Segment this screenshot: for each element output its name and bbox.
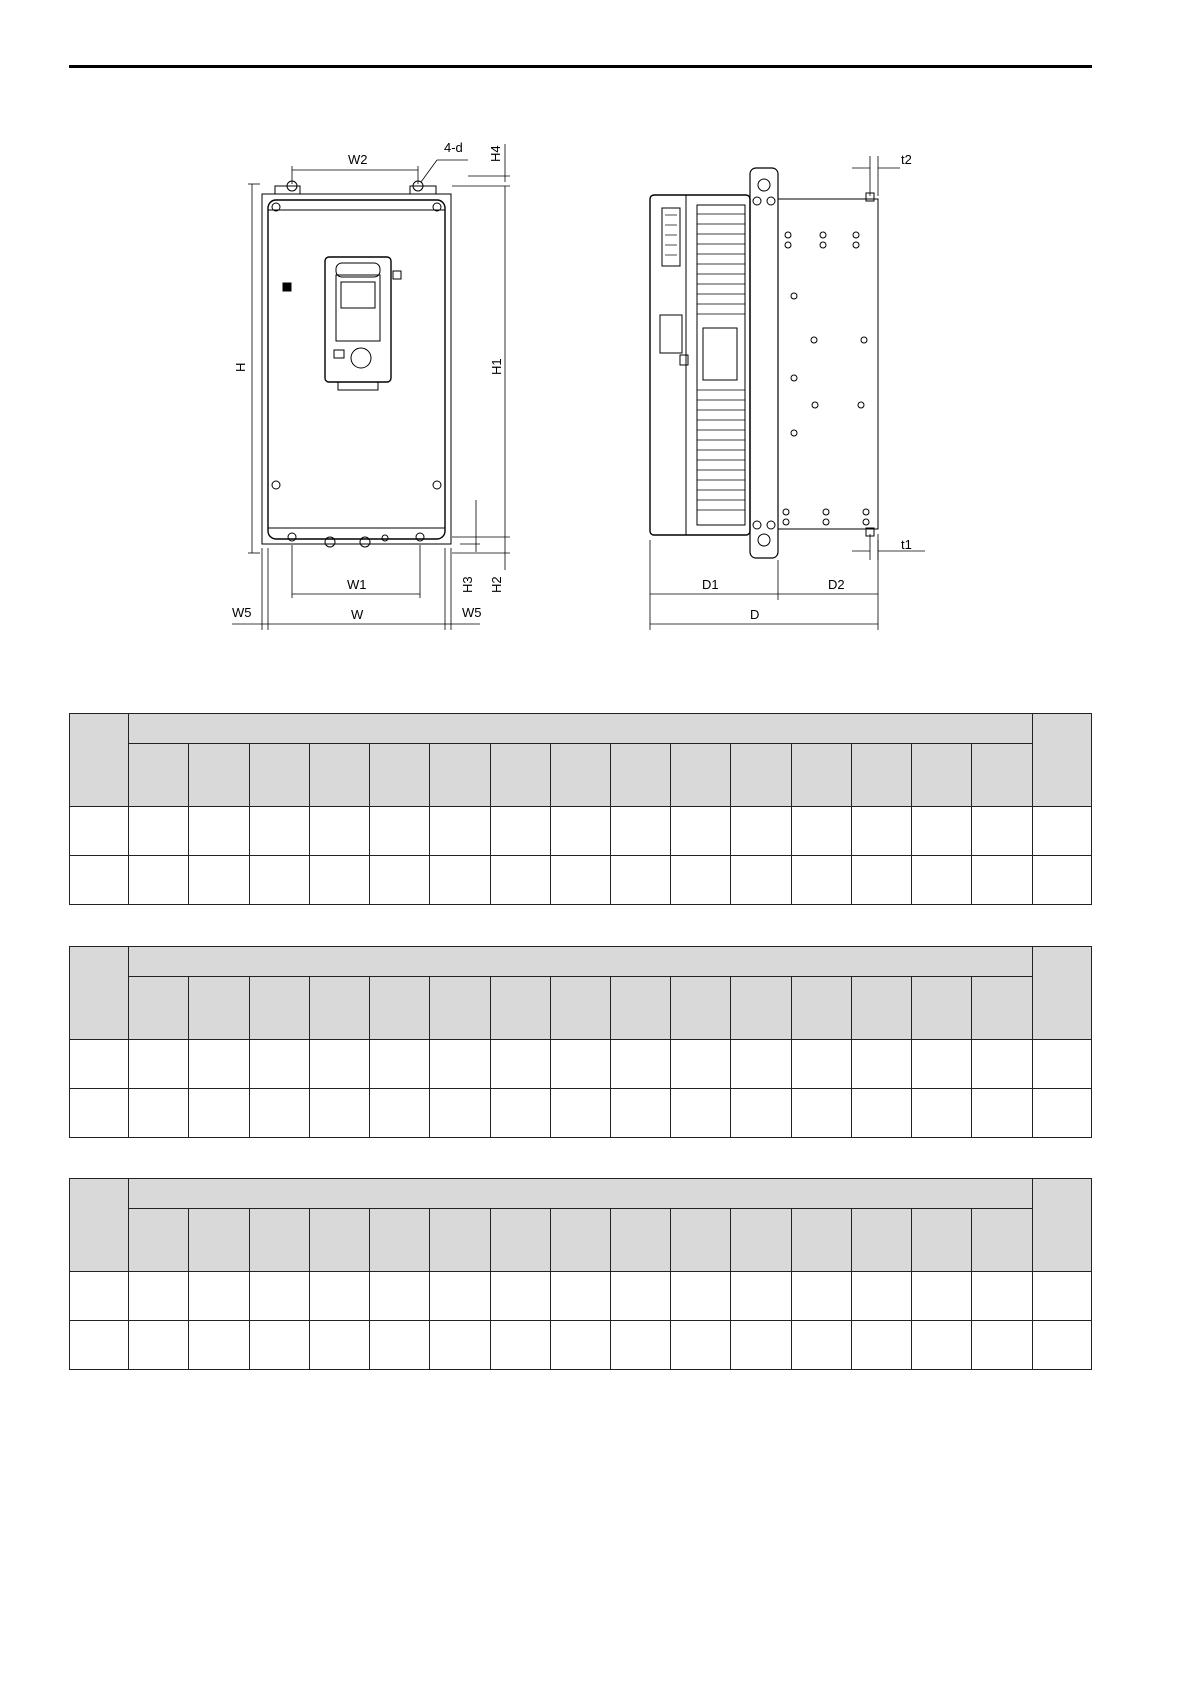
- table-cell: [309, 856, 369, 905]
- header-cell: [129, 1179, 1032, 1209]
- table-cell: [851, 856, 911, 905]
- table-cell: [129, 1272, 189, 1321]
- table-cell: [370, 1089, 430, 1138]
- table-cell: [610, 856, 670, 905]
- table-cell: [129, 807, 189, 856]
- header-cell: [249, 977, 309, 1040]
- table-cell: [249, 807, 309, 856]
- header-cell: [972, 977, 1032, 1040]
- table-cell: [129, 1089, 189, 1138]
- front-view: [262, 181, 451, 547]
- header-cell: [189, 744, 249, 807]
- header-cell: [490, 1209, 550, 1272]
- table-cell: [912, 1089, 972, 1138]
- table-cell: [70, 1040, 129, 1089]
- header-cell: [189, 977, 249, 1040]
- table-cell: [972, 1040, 1032, 1089]
- header-cell: [610, 744, 670, 807]
- table-cell: [189, 856, 249, 905]
- header-cell: [309, 977, 369, 1040]
- header-cell: [550, 744, 610, 807]
- table-cell: [490, 1272, 550, 1321]
- table-cell: [550, 1089, 610, 1138]
- header-cell: [370, 977, 430, 1040]
- table-cell: [671, 807, 731, 856]
- header-cell: [309, 744, 369, 807]
- table-cell: [370, 856, 430, 905]
- label-d: D: [750, 607, 760, 622]
- header-cell: [912, 977, 972, 1040]
- table-cell: [851, 1089, 911, 1138]
- table-cell: [912, 1321, 972, 1370]
- table-cell: [70, 856, 129, 905]
- table-cell: [70, 1272, 129, 1321]
- table-cell: [129, 1040, 189, 1089]
- dimensions-table-3: [69, 1178, 1092, 1370]
- table-cell: [851, 1272, 911, 1321]
- dimensions-table-1: [69, 713, 1092, 905]
- header-cell: [610, 1209, 670, 1272]
- table-cell: [189, 1089, 249, 1138]
- side-dimension-text: [702, 152, 912, 622]
- table-cell: [309, 1089, 369, 1138]
- table-cell: [851, 1321, 911, 1370]
- table-cell: [189, 1272, 249, 1321]
- header-cell: [249, 1209, 309, 1272]
- label-w5-left: W5: [232, 605, 252, 620]
- header-cell: [972, 744, 1032, 807]
- header-cell: [490, 977, 550, 1040]
- header-cell: [129, 744, 189, 807]
- table-cell: [851, 1040, 911, 1089]
- table-cell: [610, 1089, 670, 1138]
- table-cell: [731, 807, 791, 856]
- table-cell: [70, 807, 129, 856]
- table-cell: [972, 1089, 1032, 1138]
- label-h1: H1: [489, 358, 504, 375]
- table-cell: [1032, 1272, 1091, 1321]
- label-h4: H4: [488, 145, 503, 162]
- label-h: H: [233, 362, 248, 372]
- table-row: [70, 1089, 1092, 1138]
- table-cell: [731, 1040, 791, 1089]
- table-cell: [671, 1272, 731, 1321]
- header-cell: [550, 1209, 610, 1272]
- label-w1: W1: [347, 577, 367, 592]
- header-cell: [671, 1209, 731, 1272]
- dimensions-table-2: [69, 946, 1092, 1138]
- header-cell: [430, 977, 490, 1040]
- table-cell: [249, 1040, 309, 1089]
- table-cell: [671, 1040, 731, 1089]
- label-t1: t1: [901, 537, 912, 552]
- table-cell: [189, 807, 249, 856]
- table-cell: [731, 1089, 791, 1138]
- table-cell: [249, 1089, 309, 1138]
- table-cell: [610, 1040, 670, 1089]
- table-cell: [490, 1089, 550, 1138]
- table-cell: [430, 856, 490, 905]
- table-cell: [791, 1321, 851, 1370]
- header-cell: [791, 744, 851, 807]
- table-cell: [370, 807, 430, 856]
- table-cell: [550, 1321, 610, 1370]
- header-cell: [1032, 1179, 1091, 1272]
- header-cell: [912, 744, 972, 807]
- label-w: W: [351, 607, 364, 622]
- header-cell: [189, 1209, 249, 1272]
- side-dimension-lines: [650, 156, 925, 630]
- label-t2: t2: [901, 152, 912, 167]
- header-cell: [70, 947, 129, 1040]
- header-cell: [550, 977, 610, 1040]
- header-cell: [731, 744, 791, 807]
- table-cell: [490, 1321, 550, 1370]
- side-view: [650, 168, 878, 558]
- header-cell: [731, 1209, 791, 1272]
- table-cell: [490, 807, 550, 856]
- table-cell: [912, 1272, 972, 1321]
- table-row: [70, 1321, 1092, 1370]
- table-cell: [791, 856, 851, 905]
- header-cell: [370, 744, 430, 807]
- table-cell: [370, 1272, 430, 1321]
- table-row: [70, 807, 1092, 856]
- label-w5-right: W5: [462, 605, 482, 620]
- header-cell: [70, 714, 129, 807]
- table-cell: [610, 1272, 670, 1321]
- table-cell: [791, 807, 851, 856]
- header-cell: [70, 1179, 129, 1272]
- table-cell: [490, 856, 550, 905]
- table-cell: [671, 1321, 731, 1370]
- heatsink-fins: [665, 214, 745, 510]
- table-cell: [309, 807, 369, 856]
- table-cell: [129, 1321, 189, 1370]
- table-cell: [912, 1040, 972, 1089]
- header-cell: [791, 1209, 851, 1272]
- table-cell: [70, 1089, 129, 1138]
- table-cell: [370, 1040, 430, 1089]
- table-cell: [550, 1040, 610, 1089]
- header-cell: [430, 744, 490, 807]
- table-cell: [430, 1272, 490, 1321]
- table-cell: [972, 856, 1032, 905]
- header-cell: [249, 744, 309, 807]
- table-cell: [731, 856, 791, 905]
- table-cell: [912, 807, 972, 856]
- table-cell: [249, 856, 309, 905]
- header-cell: [851, 1209, 911, 1272]
- table-cell: [249, 1321, 309, 1370]
- table-cell: [1032, 807, 1091, 856]
- header-cell: [912, 1209, 972, 1272]
- table-cell: [370, 1321, 430, 1370]
- table-cell: [550, 856, 610, 905]
- table-cell: [1032, 856, 1091, 905]
- header-cell: [851, 977, 911, 1040]
- table-cell: [309, 1321, 369, 1370]
- label-d2: D2: [828, 577, 845, 592]
- table-row: [70, 1272, 1092, 1321]
- header-cell: [430, 1209, 490, 1272]
- header-cell: [791, 977, 851, 1040]
- header-cell: [129, 1209, 189, 1272]
- table-cell: [791, 1040, 851, 1089]
- table-cell: [1032, 1089, 1091, 1138]
- table-cell: [430, 807, 490, 856]
- header-cell: [129, 714, 1032, 744]
- header-cell: [851, 744, 911, 807]
- table-cell: [671, 856, 731, 905]
- table-cell: [309, 1272, 369, 1321]
- table-cell: [309, 1040, 369, 1089]
- table-cell: [430, 1040, 490, 1089]
- header-cell: [972, 1209, 1032, 1272]
- header-cell: [370, 1209, 430, 1272]
- table-cell: [189, 1321, 249, 1370]
- table-cell: [1032, 1040, 1091, 1089]
- header-cell: [731, 977, 791, 1040]
- table-cell: [129, 856, 189, 905]
- table-cell: [671, 1089, 731, 1138]
- table-cell: [610, 807, 670, 856]
- header-cell: [490, 744, 550, 807]
- table-row: [70, 1040, 1092, 1089]
- table-cell: [490, 1040, 550, 1089]
- label-4-d: 4-d: [444, 140, 463, 155]
- label-h2: H2: [489, 576, 504, 593]
- table-cell: [972, 1272, 1032, 1321]
- label-w2: W2: [348, 152, 368, 167]
- table-cell: [430, 1321, 490, 1370]
- header-cell: [1032, 947, 1091, 1040]
- header-cell: [129, 947, 1032, 977]
- table-cell: [912, 856, 972, 905]
- table-cell: [731, 1321, 791, 1370]
- table-cell: [791, 1089, 851, 1138]
- table-row: [70, 856, 1092, 905]
- header-cell: [1032, 714, 1091, 807]
- table-cell: [249, 1272, 309, 1321]
- table-cell: [189, 1040, 249, 1089]
- table-cell: [70, 1321, 129, 1370]
- front-dimension-text: [232, 140, 504, 622]
- table-cell: [731, 1272, 791, 1321]
- label-h3: H3: [460, 576, 475, 593]
- table-cell: [851, 807, 911, 856]
- label-d1: D1: [702, 577, 719, 592]
- dimension-drawing: [0, 0, 1191, 660]
- table-cell: [972, 1321, 1032, 1370]
- front-dimension-lines: [232, 144, 510, 630]
- header-cell: [610, 977, 670, 1040]
- table-cell: [972, 807, 1032, 856]
- table-cell: [430, 1089, 490, 1138]
- table-cell: [550, 807, 610, 856]
- table-cell: [791, 1272, 851, 1321]
- header-cell: [129, 977, 189, 1040]
- header-cell: [309, 1209, 369, 1272]
- header-cell: [671, 977, 731, 1040]
- table-cell: [550, 1272, 610, 1321]
- table-cell: [1032, 1321, 1091, 1370]
- table-cell: [610, 1321, 670, 1370]
- header-cell: [671, 744, 731, 807]
